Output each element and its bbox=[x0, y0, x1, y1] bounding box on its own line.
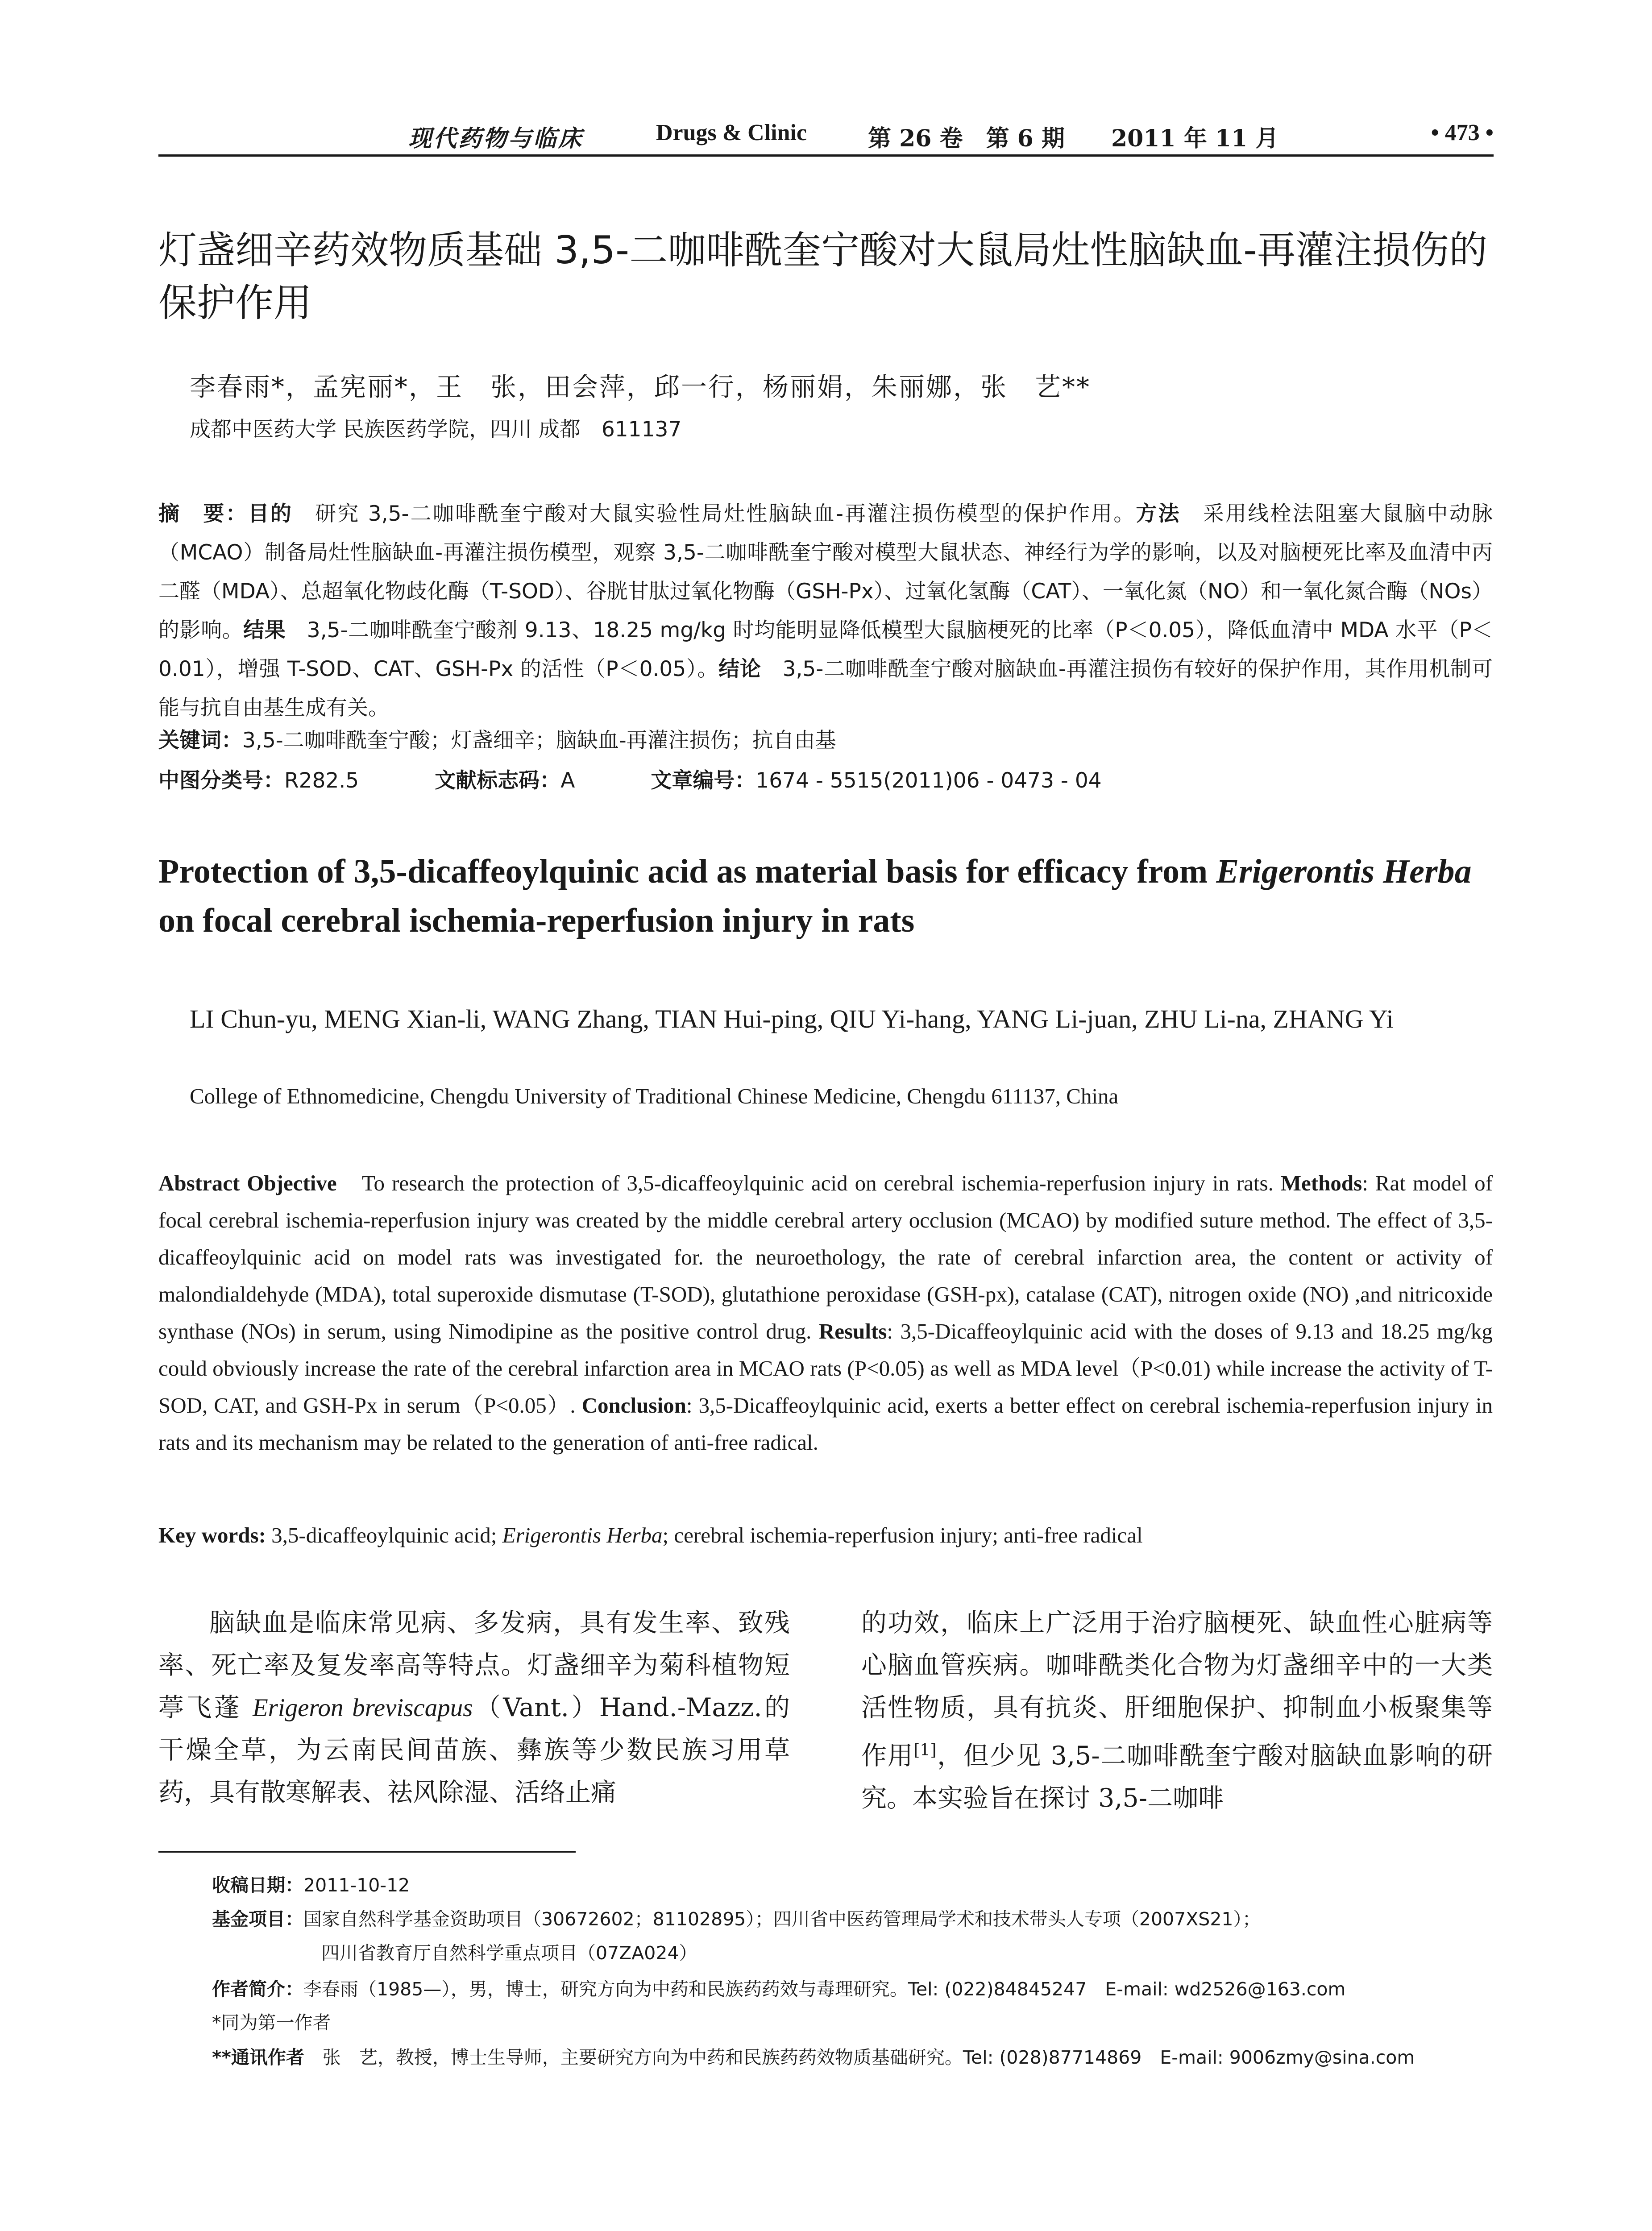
keywords-en-species: Erigerontis Herba bbox=[502, 1523, 663, 1547]
corresponding-text: 张 艺，教授，博士生导师，主要研究方向为中药和民族药药效物质基础研究。Tel: (028)87714869 E-mail: 9006zmy@sina.com bbox=[304, 2047, 1415, 2068]
doc-code-label: 文献标志码： bbox=[435, 768, 561, 793]
results-text-cn: 3,5-二咖啡酰奎宁酸剂 9.13、18.25 mg/kg 时均能明显降低模型大鼠脑梗死的比率（P＜0.05），降低血清中 MDA 水平（P＜0.01），增强 T-SOD、CAT、GSH-Px 的活性（P＜0.05）。 bbox=[158, 618, 1493, 681]
keywords-text-cn: 3,5-二咖啡酰奎宁酸；灯盏细辛；脑缺血-再灌注损伤；抗自由基 bbox=[242, 728, 836, 753]
objective-label-cn: 目的 bbox=[248, 502, 293, 526]
received-label: 收稿日期： bbox=[212, 1874, 303, 1896]
chinese-title: 灯盏细辛药效物质基础 3,5-二咖啡酰奎宁酸对大鼠局灶性脑缺血-再灌注损伤的保护作用 bbox=[158, 228, 1488, 325]
clc-label: 中图分类号： bbox=[158, 768, 284, 793]
keywords-label-en: Key words: bbox=[158, 1523, 266, 1547]
footnote-cofirst: *同为第一作者 bbox=[212, 2012, 331, 2033]
author-label: 作者简介： bbox=[212, 1978, 303, 2000]
body-right-text-b: ，但少见 3,5-二咖啡酰奎宁酸对脑缺血影响的研究。本实验旨在探讨 3,5-二咖啡 bbox=[861, 1741, 1493, 1813]
methods-text-en: : Rat model of focal cerebral ischemia-reperfusion injury was created by the middle cerebral artery occlusion (MCAO) by modified suture method. The effect of 3,5-dicaffeoylquinic acid on model rats was investigated for. the neuroethology, the rate of cerebral infarction area, the content or activity of malondialdehyde (MDA), total superoxide dismutase (T-SOD), glutathione peroxidase (GSH-px), catalase (CAT), nitrogen oxide (NO) ,and nitricoxide synthase (NOs) in serum, using Nimodipine as the positive control drug. bbox=[158, 1171, 1493, 1344]
fund-text-2: 四川省教育厅自然科学重点项目（07ZA024） bbox=[321, 1942, 697, 1964]
clc-value: R282.5 bbox=[284, 768, 359, 793]
chinese-abstract bbox=[158, 494, 1493, 727]
english-abstract bbox=[158, 1165, 1493, 1461]
keywords-en bbox=[158, 1522, 1493, 1548]
abstract-label-cn: 摘 要： bbox=[158, 502, 248, 526]
reference-citation: [1] bbox=[913, 1741, 937, 1759]
keywords-label-cn: 关键词： bbox=[158, 728, 242, 753]
methods-label-en: Methods bbox=[1280, 1171, 1362, 1195]
methods-text-cn: 采用线栓法阻塞大鼠脑中动脉（MCAO）制备局灶性脑缺血-再灌注损伤模型，观察 3,5-二咖啡酰奎宁酸对模型大鼠状态、神经行为学的影响，以及对脑梗死比率及血清中丙二醛（MDA）、总超氧化物歧化酶（T-SOD）、谷胱甘肽过氧化物酶（GSH-Px）、过氧化氢酶（CAT）、一氧化氮（NO）和一氧化氮合酶（NOs）的影响。 bbox=[158, 502, 1493, 643]
english-affiliation: College of Ethnomedicine, Chengdu University of Traditional Chinese Medicine, Chengdu 611137, China bbox=[190, 1084, 1119, 1108]
results-label-cn: 结果 bbox=[243, 618, 286, 643]
fund-text-1: 国家自然科学基金资助项目（30672602；81102895）；四川省中医药管理局学术和技术带头人专项（2007XS21）； bbox=[303, 1908, 1261, 1930]
results-text-en: : 3,5-Dicaffeoylquinic acid with the doses of 9.13 and 18.25 mg/kg could obviously increase the rate of the cerebral infarction area in MCAO rats (P<0.05) as well as MDA level（P<0.01) while increase the activity of T-SOD, CAT, and GSH-Px in serum（P<0.05）. bbox=[158, 1319, 1493, 1418]
volume-issue: 第 26 卷 第 6 期 bbox=[868, 125, 1065, 152]
corresponding-label: **通讯作者 bbox=[212, 2047, 304, 2068]
methods-label-cn: 方法 bbox=[1136, 502, 1181, 526]
english-authors: LI Chun-yu, MENG Xian-li, WANG Zhang, TIAN Hui-ping, QIU Yi-hang, YANG Li-juan, ZHU Li-na, ZHANG Yi bbox=[190, 1004, 1394, 1033]
body-left-species: Erigeron breviscapus bbox=[252, 1694, 473, 1722]
issue-date: 2011 年 11 月 bbox=[1111, 125, 1279, 152]
results-label-en: Results bbox=[818, 1319, 887, 1344]
footnote-corresponding bbox=[212, 2043, 1415, 2069]
article-no-label: 文章编号： bbox=[651, 768, 756, 793]
chinese-authors: 李春雨*，孟宪丽*，王 张，田会萍，邱一行，杨丽娟，朱丽娜，张 艺** bbox=[190, 372, 1091, 402]
objective-text-en: To research the protection of 3,5-dicaffeoylquinic acid on cerebral ischemia-reperfusion injury in rats. bbox=[336, 1171, 1281, 1195]
conclusion-text-cn: 3,5-二咖啡酰奎宁酸对脑缺血-再灌注损伤有较好的保护作用，其作用机制可能与抗自由基生成有关。 bbox=[158, 657, 1493, 720]
abstract-label-en: Abstract Objective bbox=[158, 1171, 337, 1195]
conclusion-label-en: Conclusion bbox=[581, 1393, 686, 1418]
article-no-value: 1674 - 5515(2011)06 - 0473 - 04 bbox=[755, 768, 1102, 793]
author-bio: 李春雨（1985—），男，博士，研究方向为中药和民族药药效与毒理研究。Tel: (022)84845247 E-mail: wd2526@163.com bbox=[303, 1978, 1346, 2000]
running-header bbox=[158, 120, 1494, 155]
body-right-text-a: 的功效，临床上广泛用于治疗脑梗死、缺血性心脏病等心脑血管疾病。咖啡酰类化合物为灯盏细辛中的一大类活性物质，具有抗炎、肝细胞保护、抑制血小板聚集等作用 bbox=[861, 1608, 1493, 1771]
journal-name-en: Drugs & Clinic bbox=[656, 120, 807, 145]
conclusion-label-cn: 结论 bbox=[718, 657, 761, 681]
journal-name-cn: 现代药物与临床 bbox=[408, 125, 584, 152]
body-column-right bbox=[861, 1602, 1493, 1820]
keywords-en-part1: 3,5-dicaffeoylquinic acid; bbox=[266, 1523, 502, 1547]
footnote-author bbox=[212, 1974, 1345, 2001]
body-column-left bbox=[158, 1602, 790, 1814]
classification-line bbox=[158, 764, 1493, 794]
english-title-part1: Protection of 3,5-dicaffeoylquinic acid as material basis for efficacy from bbox=[158, 853, 1216, 890]
received-date: 2011-10-12 bbox=[303, 1874, 410, 1896]
footnote-received bbox=[212, 1870, 410, 1897]
page-number: • 473 • bbox=[1431, 120, 1494, 145]
body-left-text-b: （Vant.）Hand.-Mazz.的干燥全草，为云南民间苗族、彝族等少数民族习用草药，具有散寒解表、祛风除湿、活络止痛 bbox=[158, 1693, 790, 1807]
footnote-fund bbox=[212, 1904, 1261, 1931]
fund-label: 基金项目： bbox=[212, 1908, 303, 1930]
chinese-affiliation: 成都中医药大学 民族医药学院，四川 成都 611137 bbox=[190, 417, 682, 442]
keywords-en-part2: ; cerebral ischemia-reperfusion injury; anti-free radical bbox=[662, 1523, 1143, 1547]
footnote-rule bbox=[158, 1851, 576, 1853]
body-left-text-a: 脑缺血是临床常见病、多发病，具有发生率、致残率、死亡率及复发率高等特点。灯盏细辛为菊科植物短葶飞蓬 bbox=[158, 1608, 790, 1722]
objective-text-cn: 研究 3,5-二咖啡酰奎宁酸对大鼠实验性局灶性脑缺血-再灌注损伤模型的保护作用。 bbox=[293, 502, 1136, 526]
keywords-cn bbox=[158, 724, 1493, 754]
english-title-part2: on focal cerebral ischemia-reperfusion injury in rats bbox=[158, 902, 915, 939]
english-title bbox=[158, 847, 1497, 945]
doc-code-value: A bbox=[560, 768, 575, 793]
conclusion-text-en: : 3,5-Dicaffeoylquinic acid, exerts a better effect on cerebral ischemia-reperfusion injury in rats and its mechanism may be related to the generation of anti-free radical. bbox=[158, 1393, 1493, 1455]
english-title-species: Erigerontis Herba bbox=[1216, 853, 1472, 890]
header-rule bbox=[158, 154, 1494, 157]
